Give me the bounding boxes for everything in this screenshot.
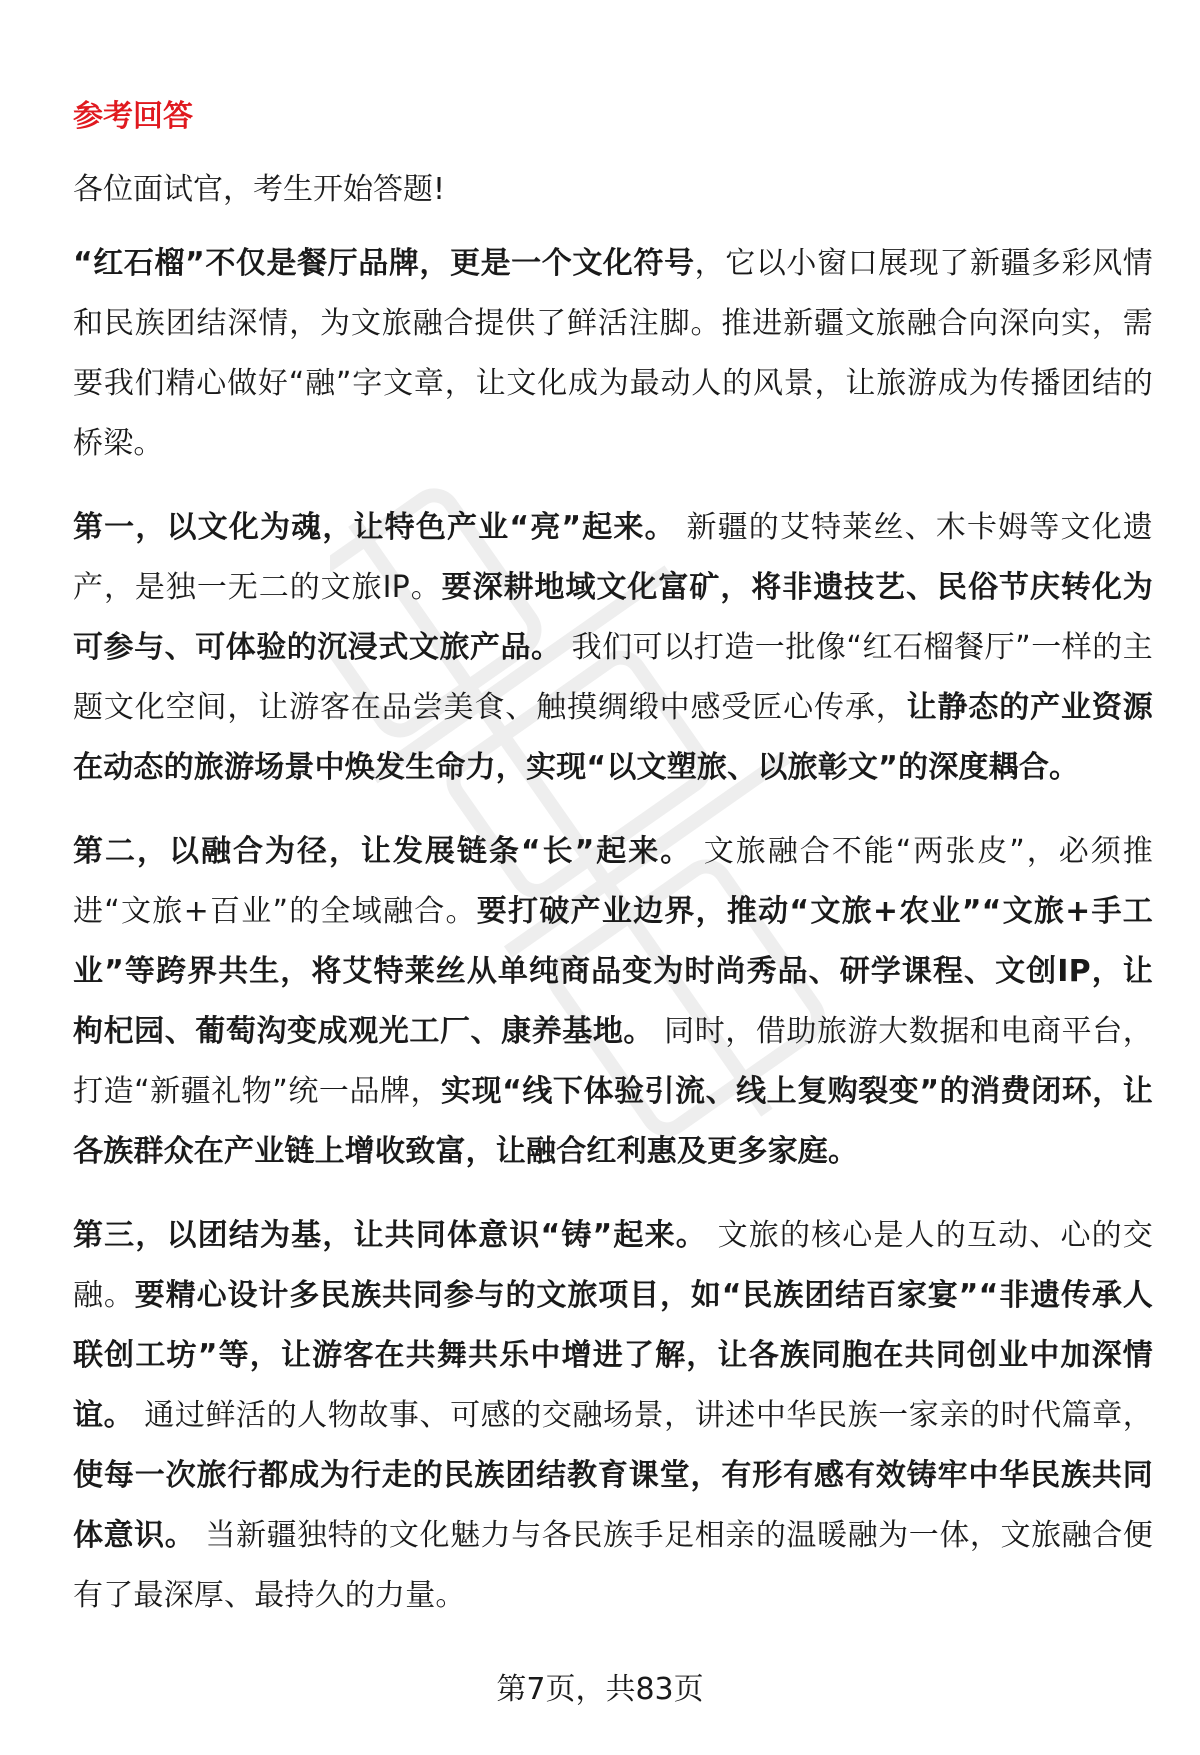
answer-paragraphs	[73, 234, 1153, 1626]
greeting-text: 各位面试官，考生开始答题!	[73, 172, 446, 207]
bold-text-segment: 第三，以团结为基，让共同体意识“铸”起来。	[73, 1218, 707, 1253]
page-number: 第7页，共83页	[496, 1672, 704, 1707]
bold-text-segment: 第二，以融合为径，让发展链条“长”起来。	[73, 834, 693, 869]
text-segment: 文旅融合不能“两张皮”，必须推进“文旅+百业”的全域融合。	[73, 834, 1153, 929]
text-segment: 文旅的核心是人的互动、心的交融。	[73, 1218, 1153, 1313]
bold-text-segment: 使每一次旅行都成为行走的民族团结教育课堂，有形有感有效铸牢中华民族共同体意识。	[73, 1458, 1153, 1553]
text-segment: 同时，借助旅游大数据和电商平台，打造“新疆礼物”统一品牌，	[73, 1014, 1153, 1109]
bold-text-segment: 要深耕地域文化富矿，将非遗技艺、民俗节庆转化为可参与、可体验的沉浸式文旅产品。	[73, 570, 1153, 665]
bold-text-segment: 要打破产业边界，推动“文旅+农业”“文旅+手工业”等跨界共生，将艾特莱丝从单纯商品变为时尚秀品、研学课程、文创IP，让枸杞园、葡萄沟变成观光工厂、康养基地。	[73, 894, 1153, 1049]
answer-paragraph	[73, 234, 1153, 474]
text-segment: 新疆的艾特莱丝、木卡姆等文化遗产，是独一无二的文旅IP。	[73, 510, 1153, 605]
bold-text-segment: 要精心设计多民族共同参与的文旅项目，如“民族团结百家宴”“非遗传承人联创工坊”等，让游客在共舞共乐中增进了解，让各族同胞在共同创业中加深情谊。	[73, 1278, 1153, 1433]
answer-paragraph	[73, 822, 1153, 1182]
text-segment: ，它以小窗口展现了新疆多彩风情和民族团结深情，为文旅融合提供了鲜活注脚。推进新疆文旅融合向深向实，需要我们精心做好“融”字文章，让文化成为最动人的风景，让旅游成为传播团结的桥梁。	[73, 246, 1153, 461]
text-segment: 我们可以打造一批像“红石榴餐厅”一样的主题文化空间，让游客在品尝美食、触摸绸缎中感受匠心传承，	[73, 630, 1154, 725]
answer-content	[73, 92, 1153, 1650]
bold-text-segment: 实现“线下体验引流、线上复购裂变”的消费闭环，让各族群众在产业链上增收致富，让融合红利惠及更多家庭。	[73, 1074, 1153, 1169]
answer-heading: 参考回答	[73, 99, 193, 134]
text-segment: 通过鲜活的人物故事、可感的交融场景，讲述中华民族一家亲的时代篇章，	[134, 1398, 1153, 1433]
answer-paragraph	[73, 498, 1153, 798]
bold-text-segment: “红石榴”不仅是餐厅品牌，更是一个文化符号	[73, 246, 695, 281]
answer-paragraph	[73, 1206, 1153, 1626]
bold-text-segment: 第一，以文化为魂，让特色产业“亮”起来。	[73, 510, 676, 545]
text-segment: 当新疆独特的文化魅力与各民族手足相亲的温暖融为一体，文旅融合便有了最深厚、最持久的力量。	[73, 1518, 1153, 1613]
bold-text-segment: 让静态的产业资源在动态的旅游场景中焕发生命力，实现“以文塑旅、以旅彰文”的深度耦合。	[73, 690, 1153, 785]
